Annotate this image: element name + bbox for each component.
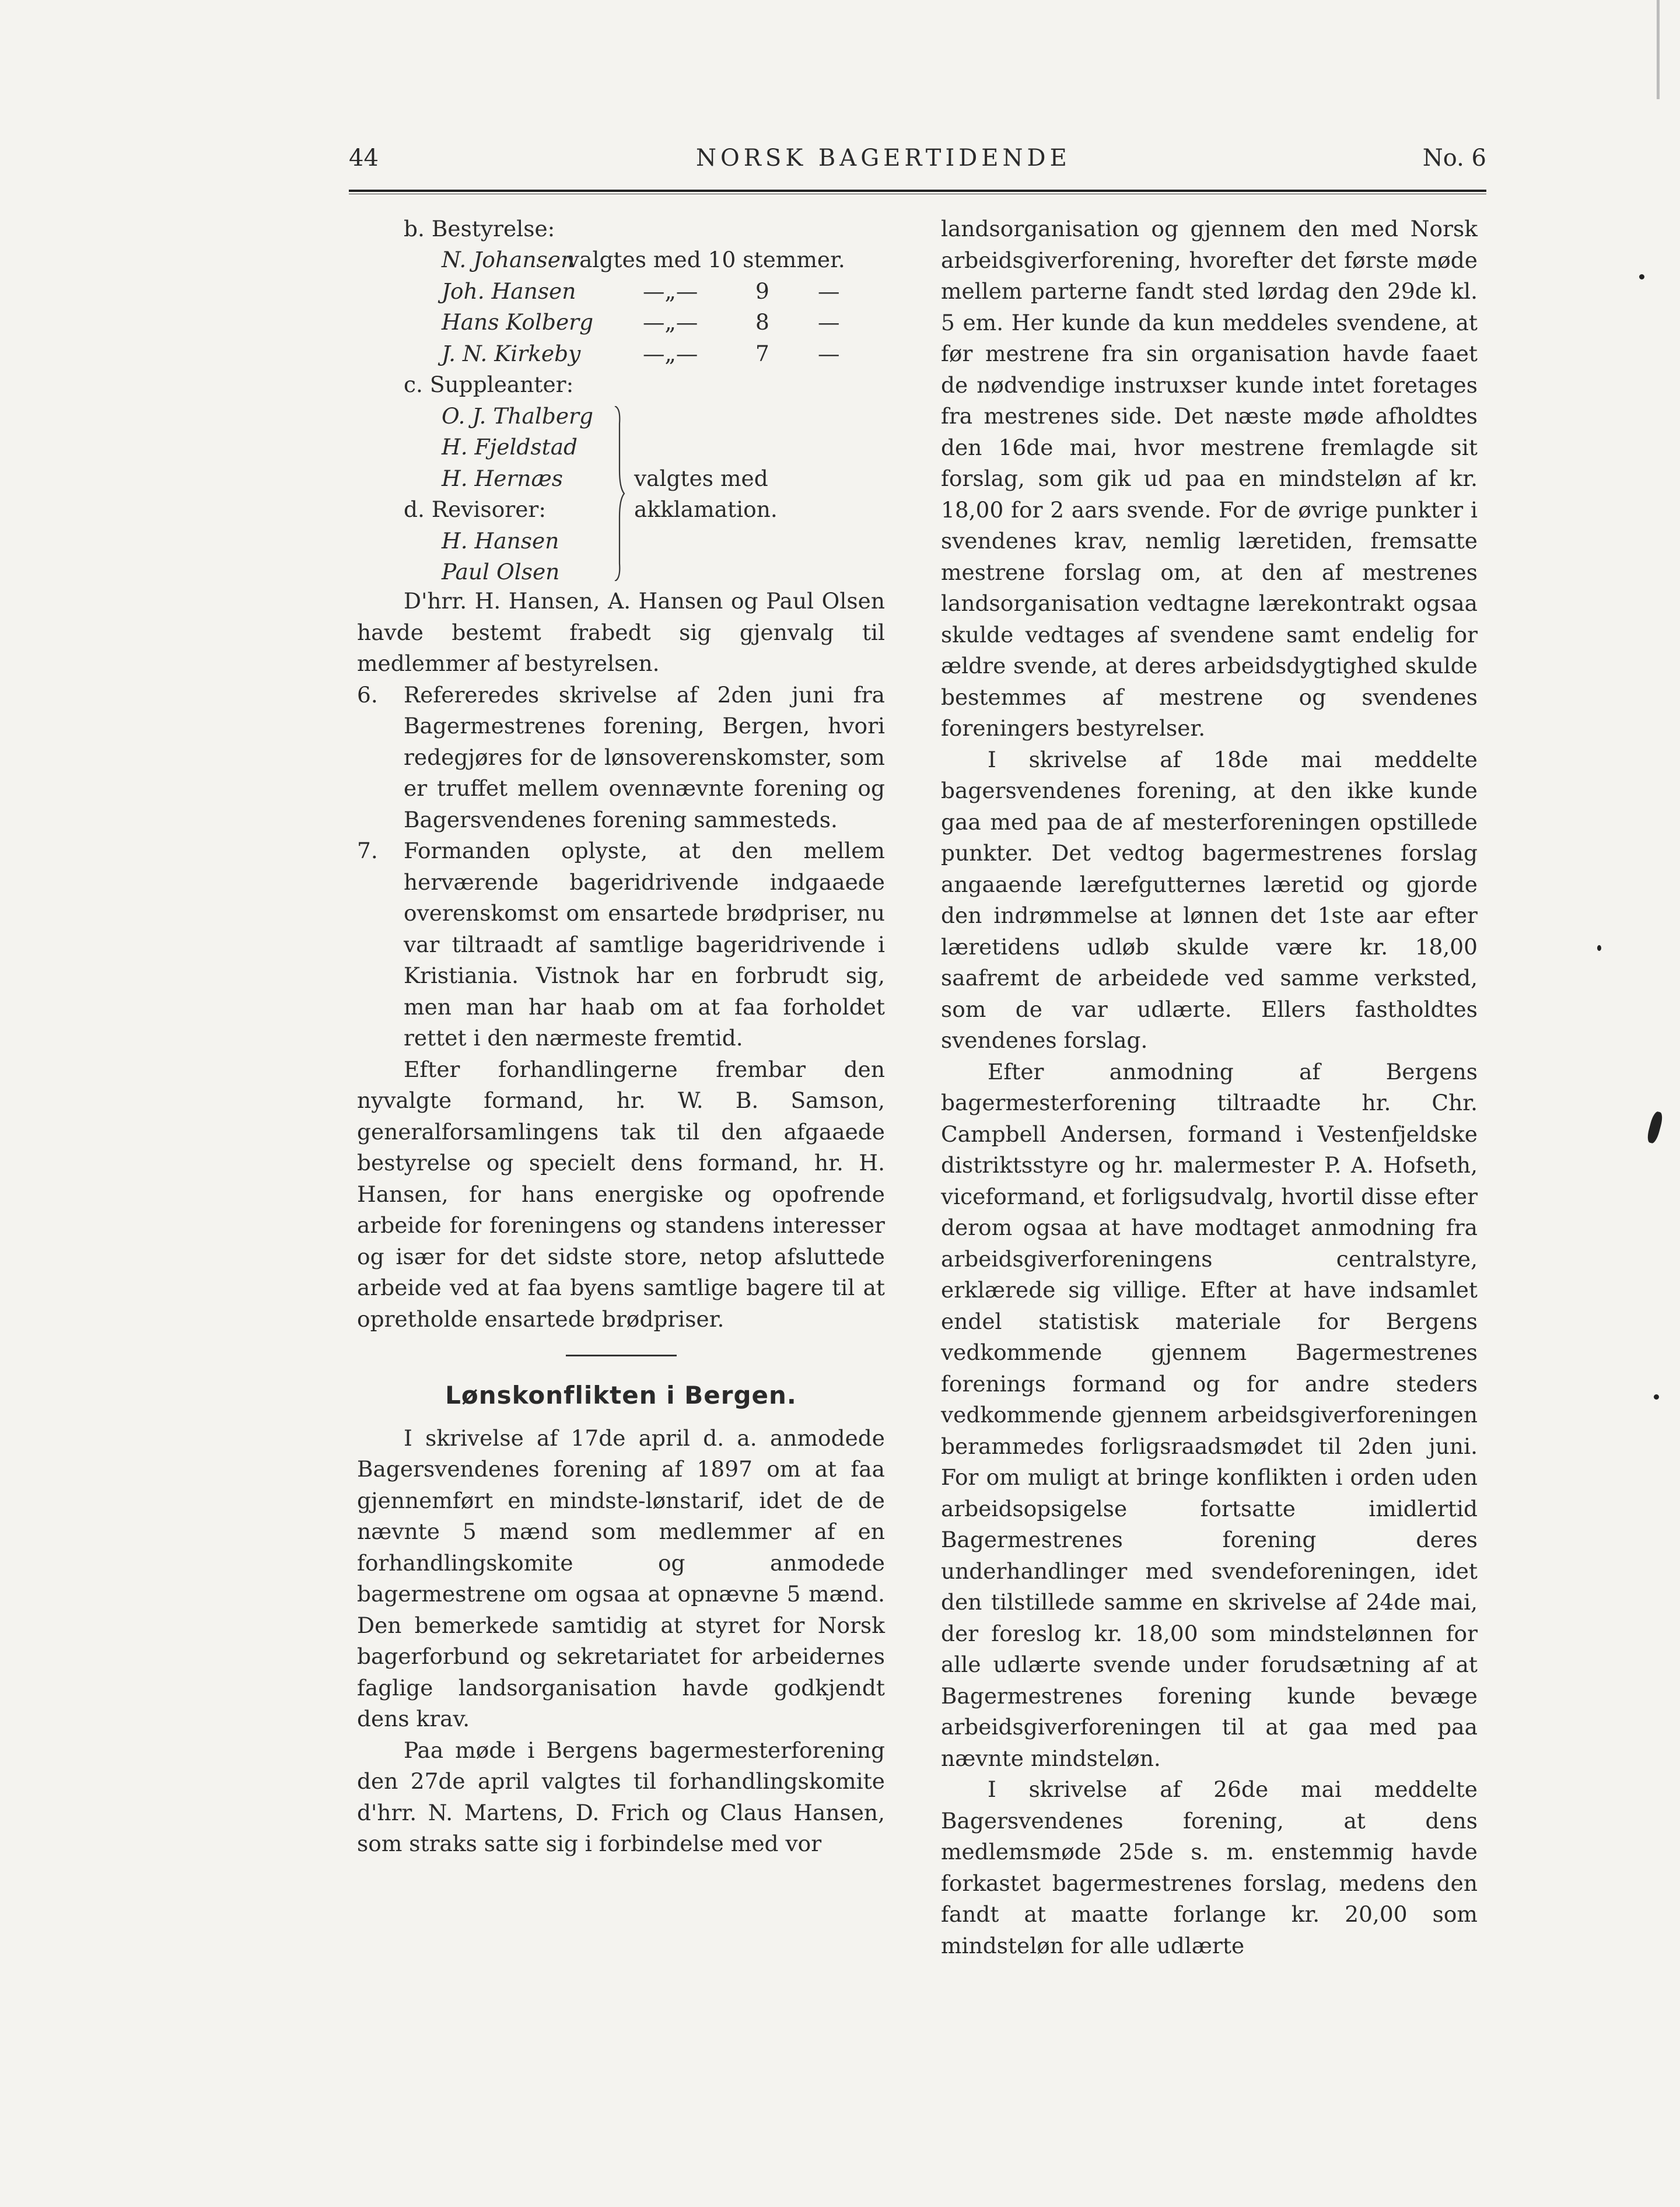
board-member-name: Joh. Hansen	[442, 278, 576, 304]
ditto-dash: —	[818, 341, 840, 366]
ditto-dash: —	[818, 278, 840, 304]
election-results	[357, 214, 885, 585]
article-heading: Lønskonflikten i Bergen.	[445, 1381, 797, 1409]
ditto-mark: —„—	[643, 309, 698, 335]
revisor-name: H. Hansen	[442, 528, 559, 554]
ditto-mark: —„—	[643, 341, 698, 366]
paragraph: I skrivelse af 18de mai meddelte bagersvendenes forening, at den ikke kunde gaa med paa de af mesterforeningen opstillede punkter. Det vedtog bagermestrenes forslag angaaende lærefgutternes læretid og gjorde den indrømmelse at lønnen det 1ste aar efter læretidens udløb skulde være kr. 18,00 saafremt de arbeidede ved samme verksted, som de var udlærte. Ellers fastholdtes svendenes forslag.	[941, 746, 1478, 1053]
scan-speck	[1597, 945, 1601, 951]
left-column	[357, 214, 885, 1860]
board-member-name: J. N. Kirkeby	[442, 341, 581, 366]
ditto-dash: —	[818, 309, 840, 335]
revisor-name: Paul Olsen	[442, 559, 560, 585]
paragraph: Efter forhandlingerne frembar den nyvalgte formand, hr. W. B. Samson, generalforsamlingens tak til den afgaaede bestyrelse og specielt dens formand, hr. H. Hansen, for hans energiske og opofrende arbeide for foreningens og standens interesser og især for det sidste store, netop afsluttede arbeide ved at faa byens samtlige bagere til at opretholde ensartede brødpriser.	[357, 1056, 885, 1332]
paragraph: I skrivelse af 17de april d. a. anmodede Bagersvendenes forening af 1897 om at faa gjennemført en mindste-lønstarif, idet de de nævnte 5 mænd som medlemmer af en forhandlingskomite og anmodede bagermestrene om ogsaa at opnævne 5 mænd. Den bemerkede samtidig at styret for Norsk bagerforbund og sekretariatet for arbeidernes faglige landsorganisation havde godkjendt dens krav.	[357, 1425, 885, 1732]
list-number: 6.	[357, 681, 378, 708]
board-member-votes: 9	[755, 278, 769, 304]
board-label: b. Bestyrelse:	[404, 216, 555, 242]
scan-speck	[1646, 1111, 1664, 1145]
page-header	[349, 145, 1486, 186]
scan-speck	[1654, 1394, 1659, 1400]
ditto-mark: —„—	[643, 278, 698, 304]
publication-title: NORSK BAGERTIDENDE	[696, 145, 1071, 172]
acclamation-text-2: akklamation.	[634, 496, 778, 522]
paragraph: Efter anmodning af Bergens bagermesterforening tiltraadte hr. Chr. Campbell Andersen, formand i Vestenfjeldske distriktsstyre og hr. malermester P. A. Hofseth, viceformand, et forligsudvalg, hvortil disse efter derom ogsaa at have modtaget anmodning fra arbeidsgiverforeningens centralstyre, erklærede sig villige. Efter at have indsamlet endel statistisk materiale for Bergens vedkommende gjennem Bagermestrenes forenings formand og for andre steders vedkommende gjennem arbeidsgiverforeningen berammedes forligsraadsmødet til 2den juni. For om muligt at bringe konflikten i orden uden arbeidsopsigelse fortsatte imidlertid Bagermestrenes forening deres underhandlinger med svendeforeningen, idet den tilstillede samme en skrivelse af 24de mai, der foreslog kr. 18,00 som mindstelønnen for alle udlærte svende under forudsætning af at Bagermestrenes forening kunde bevæge arbeidsgiverforeningen til at gaa med paa nævnte mindsteløn.	[941, 1058, 1478, 1771]
header-rule	[349, 190, 1486, 194]
list-item-6	[357, 680, 885, 836]
suppleant-name: H. Hernæs	[442, 466, 564, 491]
board-member-votes: 8	[755, 309, 769, 335]
suppleanter-label: c. Suppleanter:	[404, 372, 574, 397]
page-number: 44	[349, 145, 379, 172]
revisorer-label: d. Revisorer:	[404, 496, 546, 522]
board-member-name: Hans Kolberg	[442, 309, 594, 335]
suppleant-name: H. Fjeldstad	[442, 434, 578, 460]
acclamation-text-1: valgtes med	[634, 466, 768, 491]
scan-speck	[1639, 274, 1644, 279]
paragraph: Paa møde i Bergens bagermesterforening den 27de april valgtes til forhandlingskomite d'hrr. N. Martens, D. Frich og Claus Hansen, som straks satte sig i forbindelse med vor	[357, 1737, 885, 1856]
board-member-votes: 7	[755, 341, 769, 366]
paragraph: D'hrr. H. Hansen, A. Hansen og Paul Olsen havde bestemt frabedt sig gjenvalg til medlemmer af bestyrelsen.	[357, 588, 885, 676]
list-item-7	[357, 835, 885, 1054]
paragraph: landsorganisation og gjennem den med Norsk arbeidsgiverforening, hvorefter det første møde mellem parterne fandt sted lørdag den 29de kl. 5 em. Her kunde da kun meddeles svendene, at før mestrene fra sin organisation havde faaet de nødvendige instruxser kunde intet foretages fra mestrenes side. Det næste møde afholdtes den 16de mai, hvor mestrene fremlagde sit forslag, som gik ud paa en mindsteløn af kr. 18,00 for 2 aars svende. For de øvrige punkter i svendenes krav, nemlig læretiden, fremsatte mestrene forslag om, at den af mestrenes landsorganisation vedtagne lærekontrakt ogsaa skulde vedtages af svendene samt endelig for ældre svende, at deres arbeidsdygtighed skulde bestemmes af mestrene og svendenes foreningers bestyrelser.	[941, 216, 1478, 741]
board-member-name: N. Johansen	[442, 247, 575, 272]
list-number: 7.	[357, 838, 378, 863]
paragraph: I skrivelse af 26de mai meddelte Bagersvendenes forening, at dens medlemsmøde 25de s. m. enstemmig havde forkastet bagermestrenes forslag, medens den fandt at maatte forlange kr. 20,00 som mindsteløn for alle udlærte	[941, 1776, 1478, 1958]
issue-number: No. 6	[1422, 145, 1486, 172]
right-column	[941, 214, 1478, 1961]
list-item-text: Refereredes skrivelse af 2den juni fra Bagermestrenes forening, Bergen, hvori redegjøres for de lønsoverenskomster, som er truffet mellem ovennævnte forening og Bagersvendenes forening sammesteds.	[404, 681, 885, 833]
suppleant-name: O. J. Thalberg	[442, 403, 593, 429]
section-separator	[566, 1355, 677, 1356]
scan-edge	[1657, 0, 1660, 99]
board-member-votes-text: valgtes med 10 stemmer.	[567, 247, 845, 272]
list-item-text: Formanden oplyste, at den mellem herværende bageridrivende indgaaede overenskomst om ensartede brødpriser, nu var tiltraadt af samtlige bageridrivende i Kristiania. Vistnok har en forbrudt sig, men man har haab om at faa forholdet rettet i den nærmeste fremtid.	[404, 838, 885, 1051]
curly-brace-icon	[614, 406, 625, 581]
